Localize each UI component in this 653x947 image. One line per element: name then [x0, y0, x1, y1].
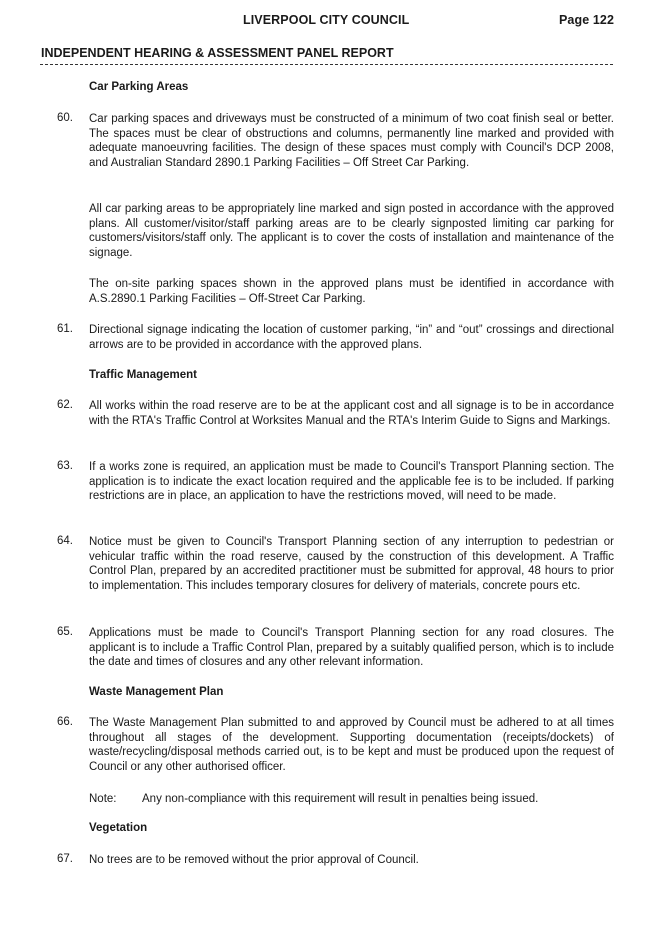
section-heading-vegetation: Vegetation	[89, 822, 148, 834]
item-number-64: 64.	[57, 535, 73, 547]
item-number-65: 65.	[57, 626, 73, 638]
item-number-62: 62.	[57, 399, 73, 411]
section-heading-car-parking: Car Parking Areas	[89, 81, 189, 93]
item-number-60: 60.	[57, 112, 73, 124]
item-number-61: 61.	[57, 323, 73, 335]
item-62-text: All works within the road reserve are to be at the applicant cost and all signage is to be in accordance with the RTA's Traffic Control at Worksites Manual and the RTA's Interim Guide to Signs and Markings.	[89, 400, 614, 427]
item-63-text: If a works zone is required, an application must be made to Council's Transport Planning section. The application is to indicate the exact location required and the applicable fee is to be included. If parking restrictions are in place, an application to have the restrictions moved, will need to be made.	[89, 461, 614, 502]
item-64-text: Notice must be given to Council's Transport Planning section of any interruption to pedestrian or vehicular traffic within the road reserve, caused by the construction of this development. A Traffic Control Plan, prepared by an accredited practitioner must be submitted for approval, 48 hours to prior to implementation. This includes temporary closures for delivery of materials, concrete pours etc.	[89, 536, 614, 592]
page-number: Page 122	[558, 13, 614, 27]
item-65-text: Applications must be made to Council's Transport Planning section for any road closures. The applicant is to include a Traffic Control Plan, prepared by a suitably qualified person, which is to include the date and times of closures and any other relevant information.	[89, 627, 614, 668]
section-heading-traffic: Traffic Management	[89, 369, 197, 381]
item-number-66: 66.	[57, 716, 73, 728]
section-heading-waste: Waste Management Plan	[89, 686, 224, 698]
item-61-text: Directional signage indicating the location of customer parking, “in” and “out” crossings and directional arrows are to be provided in accordance with the approved plans.	[89, 324, 614, 351]
note-label: Note:	[89, 793, 117, 805]
item-67-text: No trees are to be removed without the prior approval of Council.	[89, 854, 419, 866]
item-60-paragraph-1: Car parking spaces and driveways must be constructed of a minimum of two coat finish seal or better. The spaces must be clear of obstructions and columns, permanently line marked and provided with adequate manoeuvring facilities. The design of these spaces must comply with Council's DCP 2008, and Australian Standard 2890.1 Parking Facilities – Off Street Car Parking.	[89, 113, 614, 169]
item-number-63: 63.	[57, 460, 73, 472]
council-name: LIVERPOOL CITY COUNCIL	[243, 13, 410, 27]
page-header	[0, 13, 653, 29]
note-text: Any non-compliance with this requirement will result in penalties being issued.	[142, 793, 539, 805]
item-60-paragraph-3: The on-site parking spaces shown in the approved plans must be identified in accordance with A.S.2890.1 Parking Facilities – Off-Street Car Parking.	[89, 278, 614, 305]
item-60-paragraph-2: All car parking areas to be appropriately line marked and sign posted in accordance with the approved plans. All customer/visitor/staff parking areas are to be clearly signposted limiting car parking for customers/visitors/staff only. The applicant is to cover the costs of installation and maintenance of the signage.	[89, 203, 614, 259]
item-number-67: 67.	[57, 853, 73, 865]
item-66-text: The Waste Management Plan submitted to and approved by Council must be adhered to at all times throughout all stages of the development. Supporting documentation (receipts/dockets) of waste/recycling/disposal methods carried out, is to be kept and must be produced upon the request of Council or any other authorised officer.	[89, 717, 614, 773]
report-title: INDEPENDENT HEARING & ASSESSMENT PANEL REPORT	[41, 46, 394, 60]
header-divider	[40, 64, 613, 65]
